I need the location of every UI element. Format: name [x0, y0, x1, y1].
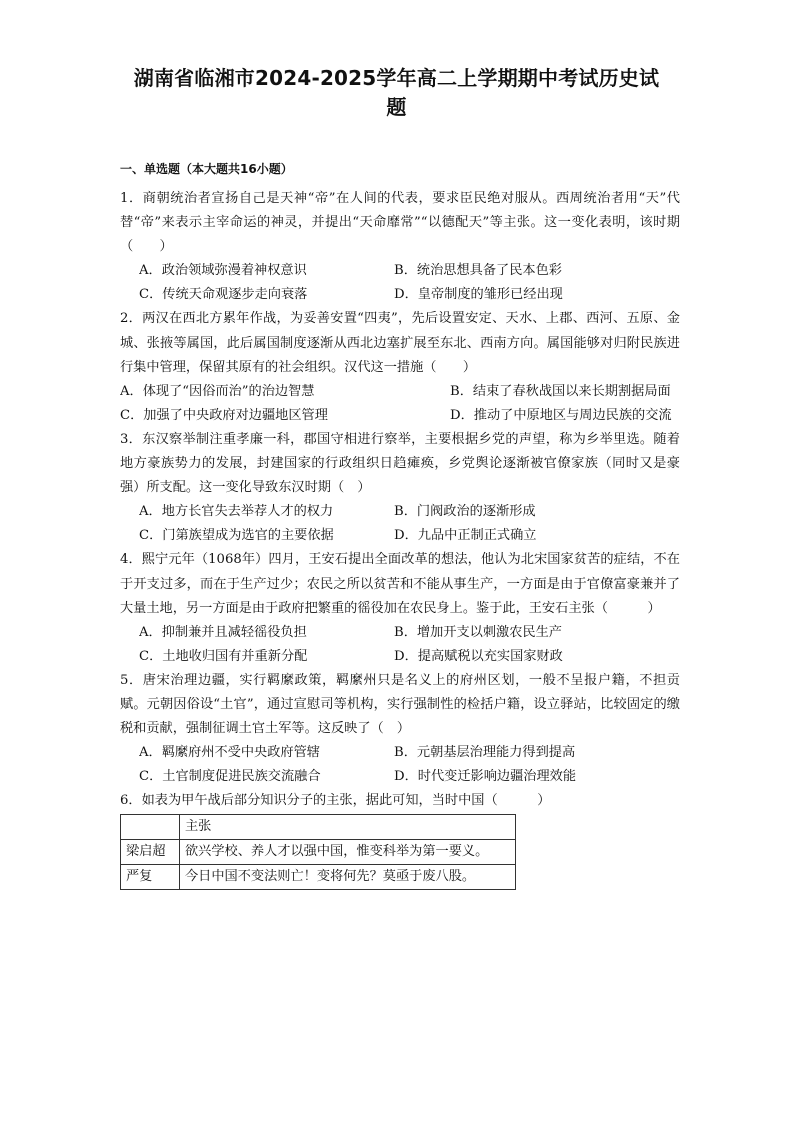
question-3	[120, 428, 680, 548]
question-stem: 5．唐宋治理边疆，实行羁縻政策，羁縻州只是名义上的府州区划，一般不呈报户籍，不担贡赋。元朝因俗设“土官”，通过宣慰司等机构，实行强制性的检括户籍，设立驿站，比较固定的缴税和贡献，强制征调土官土军等。这反映了（ ）	[120, 672, 680, 737]
option-a[interactable]: A．羁縻府州不受中央政府管辖	[139, 745, 320, 761]
option-c[interactable]: C．门第族望成为选官的主要依据	[139, 528, 334, 544]
table-header-blank	[121, 815, 180, 840]
option-a[interactable]: A．体现了“因俗而治”的治边智慧	[120, 383, 315, 399]
question-stem: 2．两汉在西北方累年作战，为妥善安置“四夷”，先后设置安定、天水、上郡、西河、五原、金城、张掖等属国，此后属国制度逐渐从西北边塞扩展至东北、西南方向。属国能够对归附民族进行集中管理，保留其原有的社会组织。汉代这一措施（ ）	[120, 311, 680, 375]
answer-options	[120, 259, 680, 307]
table-row	[121, 840, 516, 865]
answer-options	[120, 741, 680, 789]
table-cell-text: 今日中国不变法则亡！变将何先？莫亟于废八股。	[180, 865, 516, 890]
table-cell-name: 梁启超	[121, 840, 180, 865]
table-header-row	[121, 815, 516, 840]
option-d[interactable]: D．皇帝制度的雏形已经出现	[394, 287, 563, 303]
option-b[interactable]: B．门阀政治的逐渐形成	[394, 504, 536, 520]
option-c[interactable]: C．传统天命观逐步走向衰落	[139, 287, 308, 303]
question-stem: 3．东汉察举制注重孝廉一科，郡国守相进行察举，主要根据乡党的声望，称为乡举里选。随着地方豪族势力的发展，封建国家的行政组织日趋瘫痪，乡党舆论逐渐被官僚家族（同时又是豪强）所支配。这一变化导致东汉时期（ ）	[120, 431, 680, 496]
table-header-cell: 主张	[180, 815, 516, 840]
option-d[interactable]: D．九品中正制正式确立	[394, 528, 537, 544]
option-b[interactable]: B．统治思想具备了民本色彩	[394, 263, 562, 279]
option-c[interactable]: C．加强了中央政府对边疆地区管理	[120, 407, 328, 423]
answer-options	[120, 380, 680, 428]
option-d[interactable]: D．时代变迁影响边疆治理效能	[394, 769, 577, 785]
option-b[interactable]: B．结束了春秋战国以来长期割据局面	[450, 383, 671, 399]
option-c[interactable]: C．土官制度促进民族交流融合	[139, 769, 321, 785]
section-heading: 一、单选题（本大题共16小题）	[120, 162, 293, 176]
option-b[interactable]: B．增加开支以刺激农民生产	[394, 624, 562, 640]
question-5	[120, 669, 680, 789]
question-stem: 4．熙宁元年（1068年）四月，王安石提出全面改革的想法，他认为北宋国家贫苦的症结，不在于开支过多，而在于生产过少；农民之所以贫苦和不能从事生产，一方面是由于官僚富豪兼并了大量土地，另一方面是由于政府把繁重的徭役加在农民身上。鉴于此，王安石主张（ ）	[120, 552, 680, 616]
question-stem: 6．如表为甲午战后部分知识分子的主张，据此可知，当时中国（ ）	[120, 793, 551, 809]
table-row	[121, 865, 516, 890]
title-line-2: 题	[386, 95, 407, 119]
question-list	[120, 187, 680, 890]
answer-options	[120, 621, 680, 669]
answer-options	[120, 500, 680, 548]
question-4	[120, 548, 680, 668]
option-a[interactable]: A．抑制兼并且减轻徭役负担	[139, 624, 307, 640]
info-table	[120, 814, 516, 890]
question-stem: 1．商朝统治者宣扬自己是天神“帝”在人间的代表，要求臣民绝对服从。西周统治者用“天”代替“帝”来表示主宰命运的神灵，并提出“天命靡常”“以德配天”等主张。这一变化表明，该时期（ ）	[120, 191, 680, 255]
option-b[interactable]: B．元朝基层治理能力得到提高	[394, 745, 576, 761]
option-a[interactable]: A．政治领域弥漫着神权意识	[139, 263, 307, 279]
option-a[interactable]: A．地方长官失去举荐人才的权力	[139, 504, 334, 520]
option-d[interactable]: D．提高赋税以充实国家财政	[394, 648, 563, 664]
question-2	[120, 307, 680, 427]
title-line-1: 湖南省临湘市2024-2025学年高二上学期期中考试历史试	[133, 66, 660, 90]
question-1	[120, 187, 680, 307]
option-d[interactable]: D．推动了中原地区与周边民族的交流	[450, 407, 672, 423]
question-6	[120, 789, 680, 890]
table-cell-text: 欲兴学校、养人才以强中国，惟变科举为第一要义。	[180, 840, 516, 865]
exam-title	[100, 64, 693, 122]
table-cell-name: 严复	[121, 865, 180, 890]
option-c[interactable]: C．土地收归国有并重新分配	[139, 648, 308, 664]
